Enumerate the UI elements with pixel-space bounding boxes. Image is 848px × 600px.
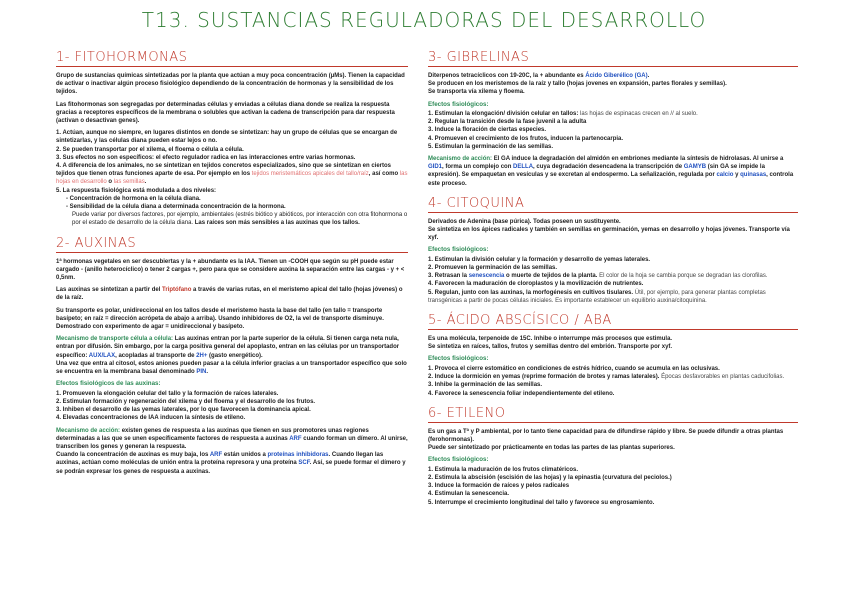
list-item: - Sensibilidad de la célula diana a determinada concentración de la hormona. xyxy=(66,204,286,211)
list-item: 4. Favorece la senescencia foliar independientemente del etileno. xyxy=(428,390,615,397)
list-item: 3. Inhibe la germinación de las semillas. xyxy=(428,382,543,389)
section-etileno xyxy=(428,404,798,507)
section-acido-abscisico xyxy=(428,311,798,398)
section-heading: 1- FITOHORMONAS xyxy=(56,50,408,67)
paragraph: Se producen en los meristemos de la raíz y tallo (hojas jovenes en expansión, partes florales y semillas). xyxy=(428,81,727,88)
paragraph: Se sintetiza en los ápices radicales y también en semillas en germinación, yemas en desarrollo y hojas jóvenes. Transporte vía xyf. xyxy=(428,227,790,242)
paragraph: Es una molécula, terpenoide de 15C. Inhibe o interrumpe más procesos que estimula. xyxy=(428,336,673,343)
effects-heading: Efectos fisiológicos: xyxy=(428,456,489,464)
list-item: 5. La respuesta fisiológica está modulada a dos niveles: xyxy=(56,187,217,194)
list-item: 5. Estimulan la germinación de las semillas. xyxy=(428,143,554,150)
list-item: 5. Regulan, junto con las auxinas, la morfogénesis en cultivos tisulares. Útil, por ejemplo, para generar plantas completas transgénicas a partir de pocas células iniciales. Es importante establecer un equilibrio auxina/citoquinina. xyxy=(428,289,766,304)
list-item: 2. Estimulan formación y regeneración del xilema y del floema y el desarrollo de los frutos. xyxy=(56,398,316,405)
list-item: 3. Retrasan la senescencia o muerte de tejidos de la planta. El color de la hoja se cambia porque se degradan las clorofilas. xyxy=(428,273,768,280)
paragraph: Es un gas a Tª y P ambiental, por lo tanto tiene capacidad para de difundirse rápido y libre. Se puede difundir a otras plantas (ferohormonas). xyxy=(428,428,784,443)
paragraph: Grupo de sustancias químicas sintetizadas por la planta que actúan a muy poca concentración (µMs). Tienen la capacidad de activar o inactivar algún proceso fisiológico dependiendo de la concentración de hormonas y la sensibilidad de los tejidos. xyxy=(56,73,405,96)
list-item: 1. Provoca el cierre estomático en condiciones de estrés hídrico, cuando se acumula en las oclusivas. xyxy=(428,365,720,372)
list-item: 3. Induce la floración de ciertas especies. xyxy=(428,127,547,134)
list-item: 4. Estimulan la senescencia. xyxy=(428,491,510,498)
section-heading: 6- ETILENO xyxy=(428,406,798,423)
section-heading: 5- ÁCIDO ABSCÍSICO / ABA xyxy=(428,313,798,330)
paragraph: Mecanismo de transporte célula a célula: Las auxinas entran por la parte superior de la célula. Si tienen carga neta nula, entran por difusión. Sin embargo, por la carga positiva general del apoplasto, entran en las células por un transportador específico: AUX/LAX, acopladas al transporte de 2H+ (gasto energético). Una vez que entra al citosol, estos aniones pueden pasar a la célula inferior gracias a un transportador específico que solo se encuentra en la membrana basal denominado PIN. xyxy=(56,336,407,376)
list-item: 1. Actúan, aunque no siempre, en lugares distintos en donde se sintetizan: hay un grupo de células que se encargan de sintetizarlas, y las células diana pueden estar lejos o no. xyxy=(56,130,398,145)
list-item: 4. Promueven el crecimiento de los frutos, inducen la partenocarpia. xyxy=(428,135,624,142)
list-item: 2. Promueven la germinación de las semillas. xyxy=(428,265,558,272)
list-item: 3. Induce la formación de raíces y pelos radicales xyxy=(428,483,570,490)
list-item: 4. A diferencia de los animales, no se sintetizan en tejidos concretos especializados, sino que se sintetizan en ciertos tejidos que tienen otras funciones aparte de esa. Por ejemplo en los tejidos meristemáticos apicales del tallo/raíz, así como las hojas en desarrollo o las semillas. xyxy=(56,163,408,186)
paragraph: Las auxinas se sintetizan a partir del Triptófano a través de varias rutas, en el meristemo apical del tallo (hojas jóvenes) o de la raíz. xyxy=(56,287,403,302)
paragraph: Se transporta vía xilema y floema. xyxy=(428,89,525,96)
list-item: 1. Estimula la maduración de los frutos climatéricos. xyxy=(428,466,579,473)
left-column xyxy=(56,48,408,482)
list-item: 2. Se pueden transportar por el xilema, el floema o célula a célula. xyxy=(56,146,244,153)
paragraph: Derivados de Adenina (base púrica). Todas poseen un sustituyente. xyxy=(428,218,621,225)
list-item: 1. Promueven la elongación celular del tallo y la formación de raíces laterales. xyxy=(56,390,279,397)
list-item: 5. Interrumpe el crecimiento longitudinal del tallo y favorece su engrosamiento. xyxy=(428,499,655,506)
effects-heading: Efectos fisiológicos de las auxinas: xyxy=(56,380,161,388)
section-citoquina xyxy=(428,194,798,305)
page-title: T13. SUSTANCIAS REGULADORAS DEL DESARROLLO xyxy=(141,8,707,32)
list-item: 2. Induce la dormición en yemas (reprime formación de brotes y ramas laterales). Épocas desfavorables en plantas caducifolias. xyxy=(428,374,785,381)
paragraph: Mecanismo de acción: existen genes de respuesta a las auxinas que tienen en sus promotores unas regiones determinadas a las que se unen específicamente factores de respuesta a auxinas ARF cuando forman un dímero. Al unirse, transcriben los genes y generan la respuesta. Cuando la concentración de auxinas es muy baja, los ARF están unidos a proteínas inhibidoras. Cuando llegan las auxinas, actúan como moléculas de unión entra la proteína represora y una proteína SCF. Así, se puede formar el dímero y se podrán expresar los genes de respuesta a auxinas. xyxy=(56,427,408,475)
section-fitohormonas xyxy=(56,48,408,228)
paragraph: Se sintetiza en raíces, tallos, frutos y semillas dentro del embrión. Transporte por xyf. xyxy=(428,344,673,351)
paragraph: Mecanismo de acción: El GA induce la degradación del almidón en embriones mediante la síntesis de hidrolasas. Al unirse a GID1, forma un complejo con DELLA, cuya degradación desencadena la transcripción de GAMYB (sin GA se impide la expresión). Se empaquetan en vesículas y se excretan al endospermo. La señalización, regulada por calcio y quinasas, controla este proceso. xyxy=(428,156,794,187)
list-item: 2. Estimula la abscisión (escisión de las hojas) y la epinastia (curvatura del peciolos.) xyxy=(428,474,672,481)
right-column xyxy=(428,48,798,513)
list-item: 1. Estimulan la división celular y la formación y desarrollo de yemas laterales. xyxy=(428,256,651,263)
list-item: - Concentración de hormona en la célula diana. xyxy=(66,195,201,202)
paragraph: 1ª hormonas vegetales en ser descubiertas y la + abundante es la IAA. Tienen un -COOH que según su pH puede estar cargado - (anillo heterocíclico) o tener 2 cargas +, pero para que se considere auxina la separación entre las cargas - y + < 0,5nm. xyxy=(56,258,405,282)
section-gibrelinas xyxy=(428,48,798,188)
list-item: 1. Estimulan la elongación/ división celular en tallos: las hojas de espinacas crecen en // al suelo. xyxy=(428,111,698,118)
paragraph: Su transporte es polar, unidireccional en los tallos desde el meristemo hasta la base del tallo (en tallo = transporte basípeto; en raíz = dirección acrópeta de abajo a arriba). Usando inhibidores de O2, la vel de transporte disminuye. Demostrado con experimento de agar = unidireccional y basípeto. xyxy=(56,307,384,331)
list-item: 4. Favorecen la maduración de cloroplastos y la movilización de nutrientes. xyxy=(428,281,644,288)
paragraph: Diterpenos tetracíclicos con 19-20C, la + abundante es Ácido Giberélico (GA). xyxy=(428,73,650,79)
paragraph: Puede ser sintetizado por prácticamente en todas las partes de las plantas superiores. xyxy=(428,445,675,452)
list-item: Puede variar por diversos factores, por ejemplo, ambientales (estrés biótico y abióticos, por interacción con otra fitohormona o por el estado de desarrollo de la célula diana. Las raíces son más sensibles a las auxinas que los tallos. xyxy=(72,212,408,227)
paragraph: Las fitohormonas son segregadas por determinadas células y enviadas a células diana donde se realiza la respuesta gracias a receptores específicos de la membrana o solubles que activan la cadena de transcripción para dar respuesta (activan o desactivan genes). xyxy=(56,101,395,125)
list-item: 2. Regulan la transición desde la fase juvenil a la adulta xyxy=(428,119,587,126)
section-auxinas xyxy=(56,234,408,476)
list-item: 3. Sus efectos no son específicos: el efecto regulador radica en las interacciones entre varias hormonas. xyxy=(56,154,356,161)
effects-heading: Efectos fisiológicos: xyxy=(428,100,489,108)
list-item: 3. Inhiben el desarrollo de las yemas laterales, por lo que favorecen la dominancia apical. xyxy=(56,407,311,414)
section-heading: 3- GIBRELINAS xyxy=(428,50,798,67)
section-heading: 4- CITOQUINA xyxy=(428,196,798,213)
effects-heading: Efectos fisiológicos: xyxy=(428,355,489,363)
list-item: 4. Elevadas concentraciones de IAA inducen la síntesis de etileno. xyxy=(56,415,246,422)
section-heading: 2- AUXINAS xyxy=(56,236,408,253)
effects-heading: Efectos fisiológicos: xyxy=(428,246,489,254)
